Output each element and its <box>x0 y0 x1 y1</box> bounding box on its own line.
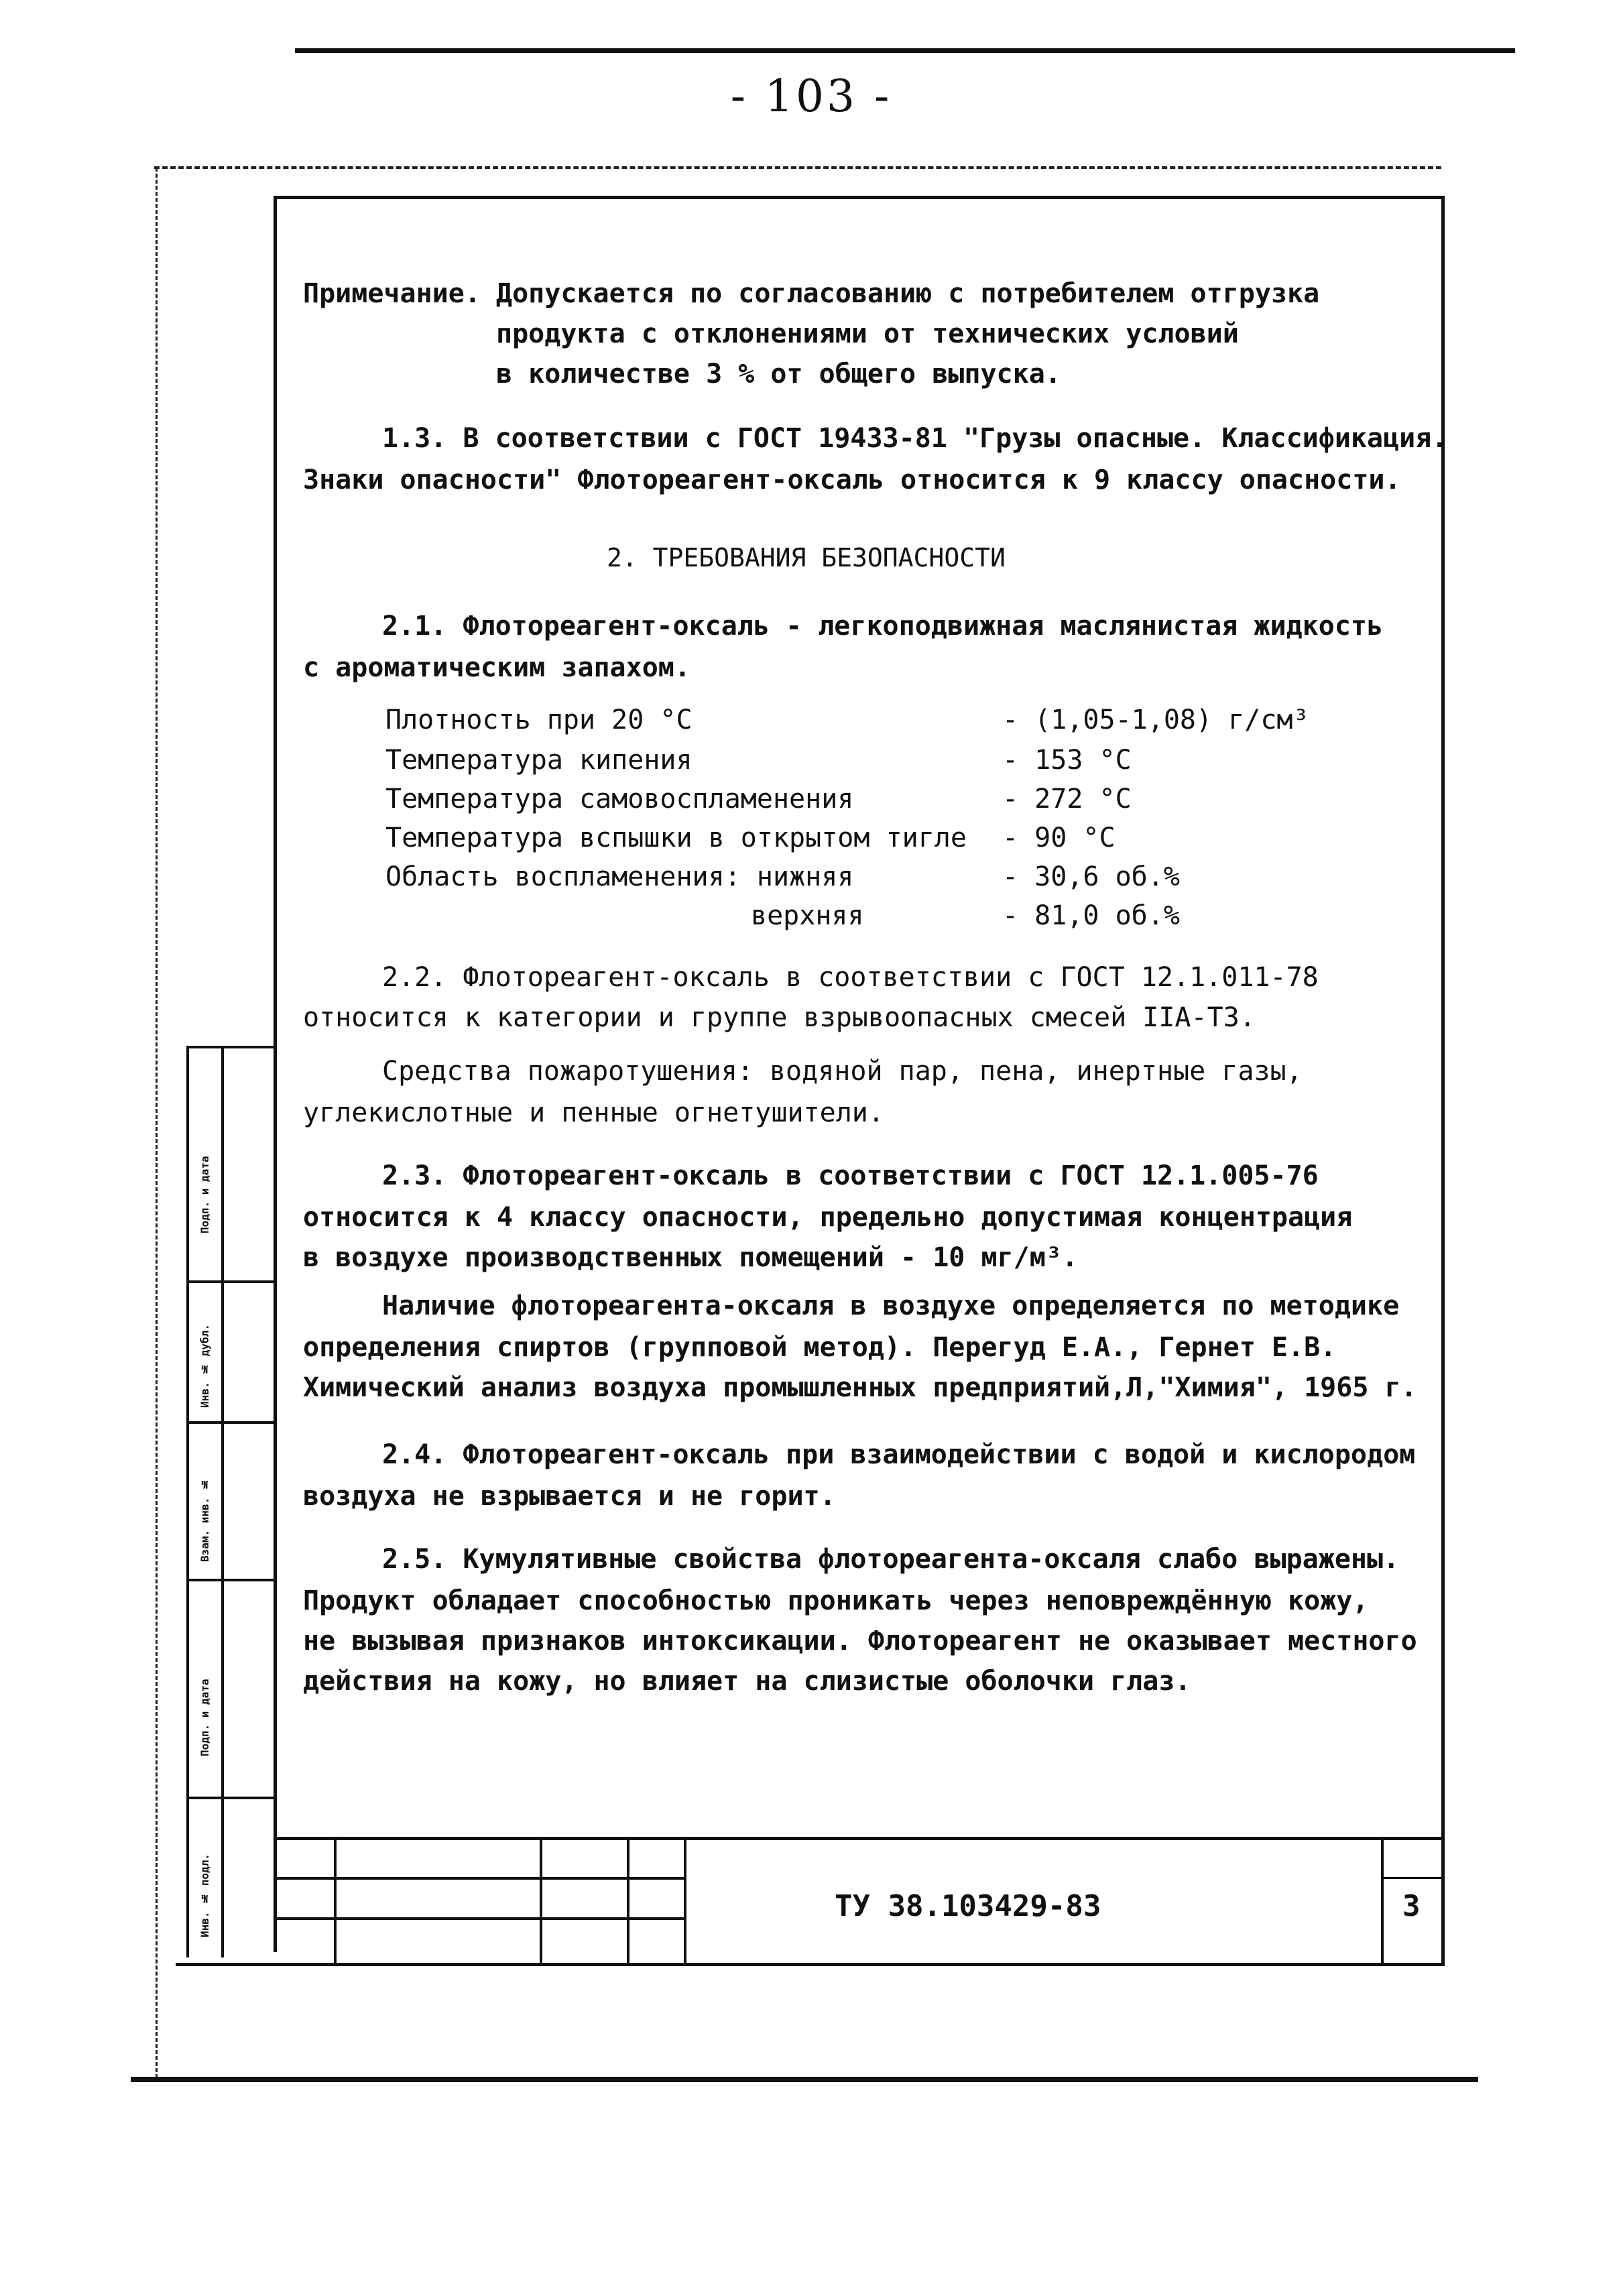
property-value: - 153 °С <box>1002 745 1132 776</box>
stamp-col-right <box>221 1046 224 1957</box>
detection-line-2: определения спиртов (групповой метод). Перегуд Е.А., Гернет Е.В. <box>303 1332 1337 1363</box>
clause-2-1-line-2: с ароматическим запахом. <box>303 652 690 683</box>
clause-1-3-line-1: 1.3. В соответствии с ГОСТ 19433-81 "Грузы опасные. Классификация. <box>382 423 1448 454</box>
clause-2-5-line-3: не вызывая признаков интоксикации. Флотореагент не оказывает местного <box>303 1626 1417 1656</box>
frame-top <box>275 196 1445 199</box>
stamp-col-left <box>186 1046 189 1957</box>
stamp-label-sign-date: Подп. и дата <box>198 1156 211 1233</box>
title-block-col-2 <box>540 1838 542 1963</box>
title-block-col-4 <box>684 1838 686 1963</box>
frame-right <box>1441 196 1445 1966</box>
title-block-top <box>275 1837 1445 1840</box>
clause-2-5-line-2: Продукт обладает способностью проникать через неповреждённую кожу, <box>303 1585 1369 1616</box>
frame-left-outer <box>156 168 158 2078</box>
stamp-div-3 <box>186 1579 274 1581</box>
detection-line-3: Химический анализ воздуха промышленных предприятий,Л,"Химия", 1965 г. <box>303 1372 1417 1403</box>
note-label: Примечание. <box>303 278 481 309</box>
clause-2-2-line-2: относится к категории и группе взрывоопасных смесей IIА-Т3. <box>303 1002 1256 1033</box>
clause-2-1-line-1: 2.1. Флотореагент-оксаль - легкоподвижная маслянистая жидкость <box>382 611 1384 642</box>
page-number: - 103 - <box>730 70 892 122</box>
top-dashed-rule <box>154 166 1441 169</box>
stamp-div-1 <box>186 1280 274 1283</box>
detection-line-1: Наличие флотореагента-оксаля в воздухе определяется по методике <box>382 1290 1400 1321</box>
clause-2-5-line-1: 2.5. Кумулятивные свойства флотореагента-оксаля слабо выражены. <box>382 1544 1400 1575</box>
note-line-2: продукта с отклонениями от технических условий <box>496 318 1239 349</box>
property-name: верхняя <box>751 900 864 931</box>
stamp-label-dup-inv: Инв. № дубл. <box>198 1324 211 1408</box>
clause-2-2-line-1: 2.2. Флотореагент-оксаль в соответствии с ГОСТ 12.1.011-78 <box>382 962 1319 993</box>
bottom-rule <box>131 2077 1478 2082</box>
title-block-col-3 <box>627 1838 629 1963</box>
property-name: Плотность при 20 °С <box>385 705 693 735</box>
clause-2-4-line-1: 2.4. Флотореагент-оксаль при взаимодействии с водой и кислородом <box>382 1439 1416 1470</box>
stamp-label-sign-date-2: Подп. и дата <box>198 1679 211 1756</box>
clause-2-5-line-4: действия на кожу, но влияет на слизистые оболочки глаз. <box>303 1666 1191 1697</box>
clause-2-3-line-1: 2.3. Флотореагент-оксаль в соответствии с ГОСТ 12.1.005-76 <box>382 1160 1319 1191</box>
clause-2-3-line-3: в воздухе производственных помещений - 10 мг/м³. <box>303 1242 1078 1273</box>
property-name: Температура кипения <box>385 745 693 776</box>
property-value: - 272 °С <box>1002 784 1132 814</box>
property-value: - 30,6 об.% <box>1002 861 1180 892</box>
extinguishing-line-1: Средства пожаротушения: водяной пар, пена, инертные газы, <box>382 1056 1303 1087</box>
title-block-col-5 <box>1381 1838 1384 1963</box>
stamp-div-4 <box>186 1797 274 1799</box>
frame-bottom <box>176 1963 1445 1966</box>
sheet-cell-divider <box>1381 1877 1445 1879</box>
property-name: Область воспламенения: нижняя <box>385 861 854 892</box>
clause-2-4-line-2: воздуха не взрывается и не горит. <box>303 1481 836 1512</box>
note-line-3: в количестве 3 % от общего выпуска. <box>496 359 1061 389</box>
frame-left <box>274 196 277 1952</box>
clause-1-3-line-2: Знаки опасности" Флотореагент-оксаль относится к 9 классу опасности. <box>303 465 1401 495</box>
property-name: Температура самовоспламенения <box>385 784 854 814</box>
document-code: ТУ 38.103429-83 <box>835 1889 1101 1923</box>
section-2-title: 2. ТРЕБОВАНИЯ БЕЗОПАСНОСТИ <box>607 543 1006 572</box>
extinguishing-line-2: углекислотные и пенные огнетушители. <box>303 1097 884 1128</box>
title-block-col-1 <box>334 1838 337 1963</box>
property-name: Температура вспышки в открытом тигле <box>385 823 967 853</box>
stamp-label-replace-inv: Взам. инв. № <box>198 1478 211 1562</box>
note-line-1: Допускается по согласованию с потребителем отгрузка <box>496 278 1320 309</box>
property-value: - 81,0 об.% <box>1002 900 1180 931</box>
top-rule <box>295 48 1515 53</box>
sheet-number: 3 <box>1402 1889 1421 1923</box>
property-value: - (1,05-1,08) г/см³ <box>1002 705 1309 735</box>
stamp-label-orig-inv: Инв. № подл. <box>198 1854 211 1937</box>
stamp-top <box>186 1046 274 1048</box>
property-value: - 90 °С <box>1002 823 1116 853</box>
stamp-div-2 <box>186 1421 274 1424</box>
clause-2-3-line-2: относится к 4 классу опасности, предельно допустимая концентрация <box>303 1202 1353 1233</box>
